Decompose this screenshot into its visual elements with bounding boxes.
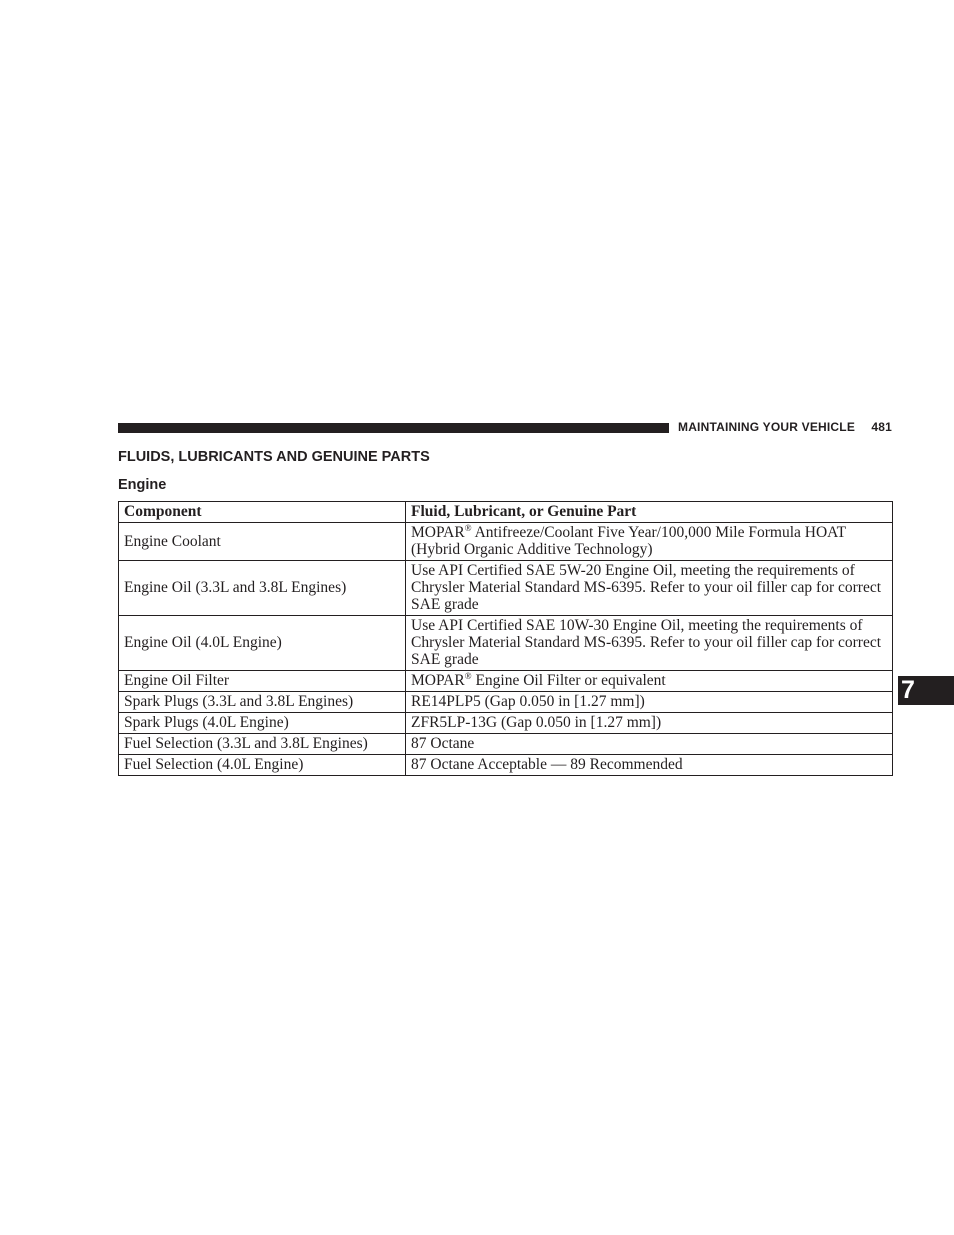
page-number: 481 xyxy=(871,420,892,434)
table-row xyxy=(119,561,893,616)
fluid-cell: 87 Octane xyxy=(406,734,893,755)
table-row xyxy=(119,755,893,776)
table-row xyxy=(119,692,893,713)
table-row xyxy=(119,671,893,692)
registered-mark: ® xyxy=(464,523,472,533)
component-cell: Engine Oil (3.3L and 3.8L Engines) xyxy=(119,561,406,616)
fluid-text: Engine Oil Filter or equivalent xyxy=(471,672,666,689)
running-header-title: MAINTAINING YOUR VEHICLE xyxy=(678,420,856,434)
fluid-cell: Use API Certified SAE 5W-20 Engine Oil, meeting the requirements of Chrysler Material Standard MS-6395. Refer to your oil filler cap for correct SAE grade xyxy=(406,561,893,616)
table-row xyxy=(119,616,893,671)
table-row xyxy=(119,523,893,561)
chapter-tab: 7 xyxy=(898,676,954,705)
component-cell: Spark Plugs (3.3L and 3.8L Engines) xyxy=(119,692,406,713)
component-cell: Engine Oil Filter xyxy=(119,671,406,692)
section-title: FLUIDS, LUBRICANTS AND GENUINE PARTS xyxy=(118,449,430,465)
fluid-cell xyxy=(406,523,893,561)
fluid-text: Antifreeze/Coolant Five Year/100,000 Mile Formula HOAT (Hybrid Organic Additive Technology) xyxy=(411,524,846,558)
fluid-cell: ZFR5LP-13G (Gap 0.050 in [1.27 mm]) xyxy=(406,713,893,734)
column-header-component: Component xyxy=(119,502,406,523)
table-row xyxy=(119,713,893,734)
subsection-title: Engine xyxy=(118,477,167,493)
fluid-cell: RE14PLP5 (Gap 0.050 in [1.27 mm]) xyxy=(406,692,893,713)
component-cell: Engine Coolant xyxy=(119,523,406,561)
fluid-cell xyxy=(406,671,893,692)
running-header xyxy=(678,420,892,436)
fluid-cell: Use API Certified SAE 10W-30 Engine Oil, meeting the requirements of Chrysler Material Standard MS-6395. Refer to your oil filler cap for correct SAE grade xyxy=(406,616,893,671)
component-cell: Engine Oil (4.0L Engine) xyxy=(119,616,406,671)
column-header-fluid: Fluid, Lubricant, or Genuine Part xyxy=(406,502,893,523)
header-rule xyxy=(118,423,669,433)
engine-fluids-table xyxy=(118,501,893,776)
table-row xyxy=(119,734,893,755)
component-cell: Fuel Selection (4.0L Engine) xyxy=(119,755,406,776)
fluid-cell: 87 Octane Acceptable — 89 Recommended xyxy=(406,755,893,776)
brand-name: MOPAR xyxy=(411,672,465,689)
component-cell: Fuel Selection (3.3L and 3.8L Engines) xyxy=(119,734,406,755)
table-header-row xyxy=(119,502,893,523)
component-cell: Spark Plugs (4.0L Engine) xyxy=(119,713,406,734)
brand-name: MOPAR xyxy=(411,524,465,541)
registered-mark: ® xyxy=(464,671,472,681)
